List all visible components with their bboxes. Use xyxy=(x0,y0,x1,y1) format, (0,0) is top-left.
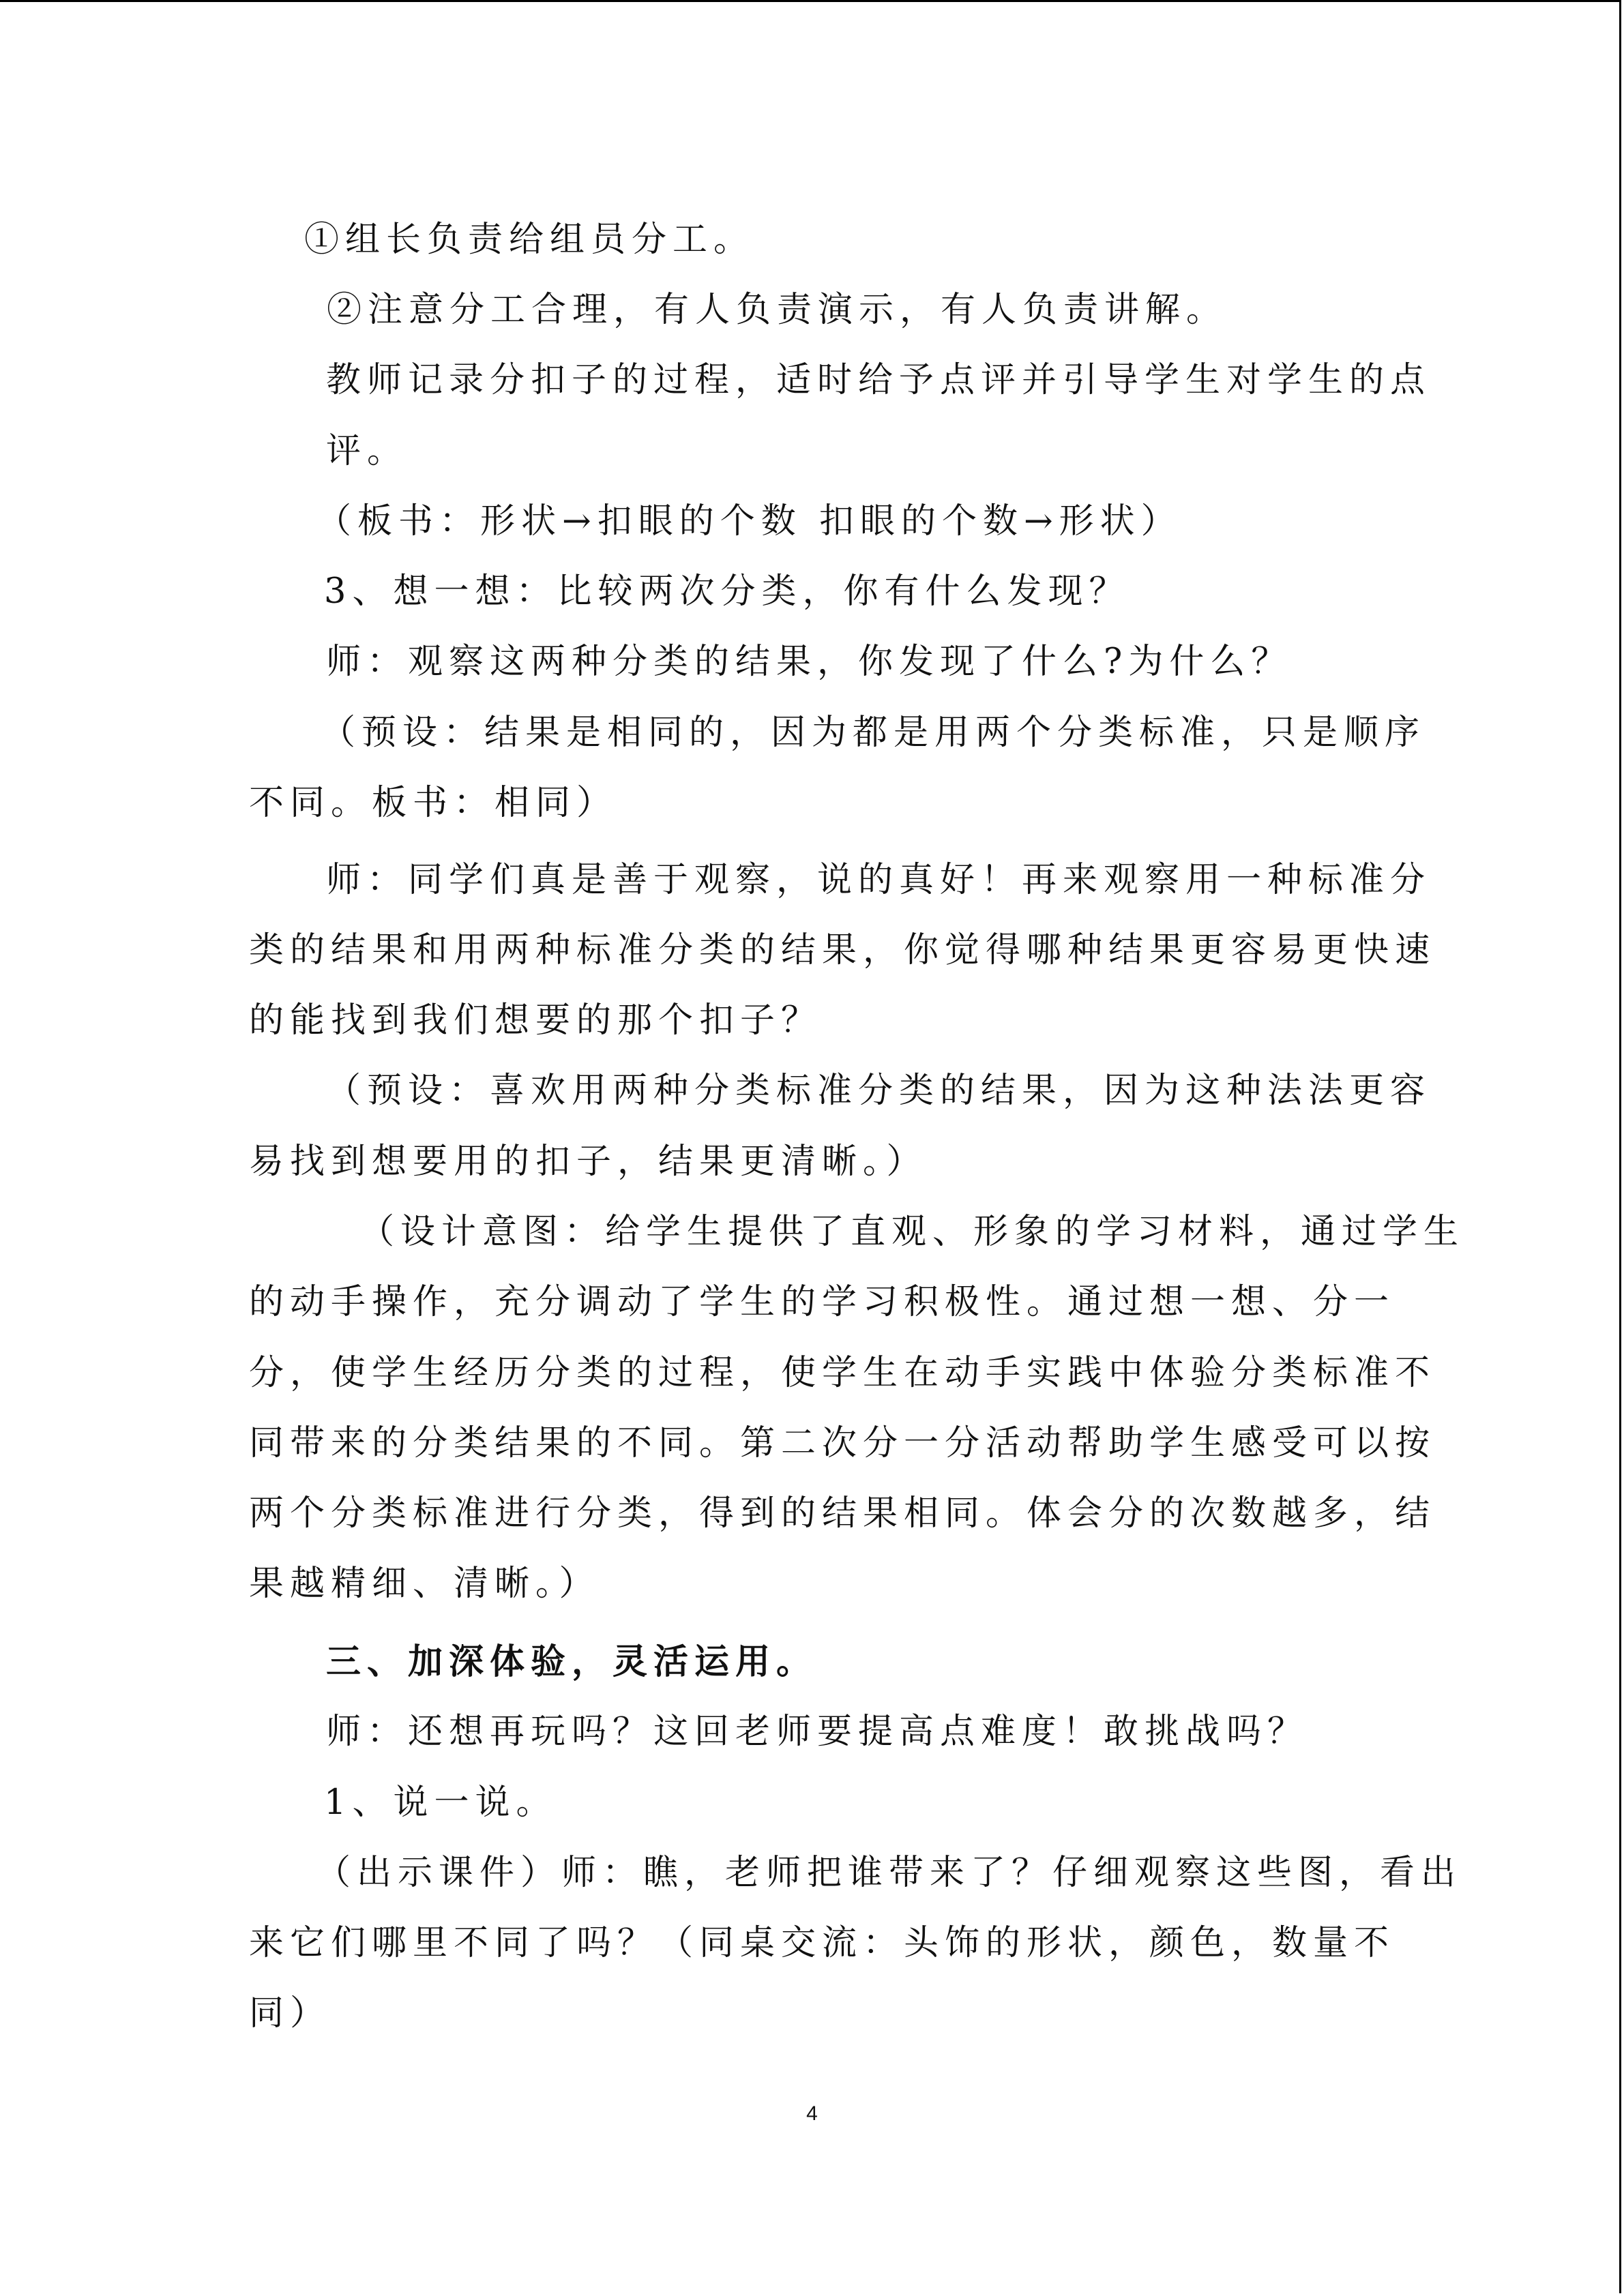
text-line: （预设：喜欢用两种分类标准分类的结果，因为这种法法更容 xyxy=(326,1071,1432,1111)
text-line: 师：观察这两种分类的结果，你发现了什么?为什么？ xyxy=(326,642,1293,682)
page-number: 4 xyxy=(806,2102,818,2125)
text-line: （设计意图：给学生提供了直观、形象的学习材料，通过学生 xyxy=(359,1212,1465,1252)
text-line: （出示课件）师：瞧，老师把谁带来了？仔细观察这些图，看出 xyxy=(316,1853,1462,1893)
text-line: 1、说一说。 xyxy=(324,1783,557,1823)
text-line: 两个分类标准进行分类，得到的结果相同。体会分的次数越多，结 xyxy=(249,1493,1436,1534)
text-line: 来它们哪里不同了吗？（同桌交流：头饰的形状，颜色，数量不 xyxy=(249,1923,1396,1963)
text-line: 类的结果和用两种标准分类的结果，你觉得哪种结果更容易更快速 xyxy=(249,930,1436,970)
section-heading: 三、加深体验，灵活运用。 xyxy=(326,1641,818,1682)
text-line: 师：还想再玩吗？这回老师要提高点难度！敢挑战吗？ xyxy=(326,1712,1309,1752)
text-line: ①组长负责给组员分工。 xyxy=(304,220,755,260)
text-line: 果越精细、清晰。） xyxy=(249,1564,600,1604)
text-line: 师：同学们真是善于观察，说的真好！再来观察用一种标准分 xyxy=(326,860,1432,900)
text-line: 评。 xyxy=(326,431,409,471)
text-line: 3、想一想：比较两次分类，你有什么发现？ xyxy=(324,571,1130,612)
text-line: 同带来的分类结果的不同。第二次分一分活动帮助学生感受可以按 xyxy=(249,1423,1436,1463)
text-line: 同） xyxy=(249,1993,331,2033)
text-line: ②注意分工合理，有人负责演示，有人负责讲解。 xyxy=(327,290,1228,330)
text-line: 不同。板书：相同） xyxy=(249,783,618,823)
text-line: （预设：结果是相同的，因为都是用两个分类标准，只是顺序 xyxy=(321,713,1426,753)
text-line: 的动手操作，充分调动了学生的学习积极性。通过想一想、分一 xyxy=(249,1282,1396,1322)
text-line: 易找到想要用的扣子，结果更清晰。） xyxy=(249,1142,928,1182)
text-line: 教师记录分扣子的过程，适时给予点评并引导学生对学生的点 xyxy=(326,360,1432,400)
text-line: 分，使学生经历分类的过程，使学生在动手实践中体验分类标准不 xyxy=(249,1353,1436,1393)
text-line: （板书：形状→扣眼的个数 扣眼的个数→形状） xyxy=(316,501,1182,541)
text-line: 的能找到我们想要的那个扣子？ xyxy=(249,1000,823,1041)
